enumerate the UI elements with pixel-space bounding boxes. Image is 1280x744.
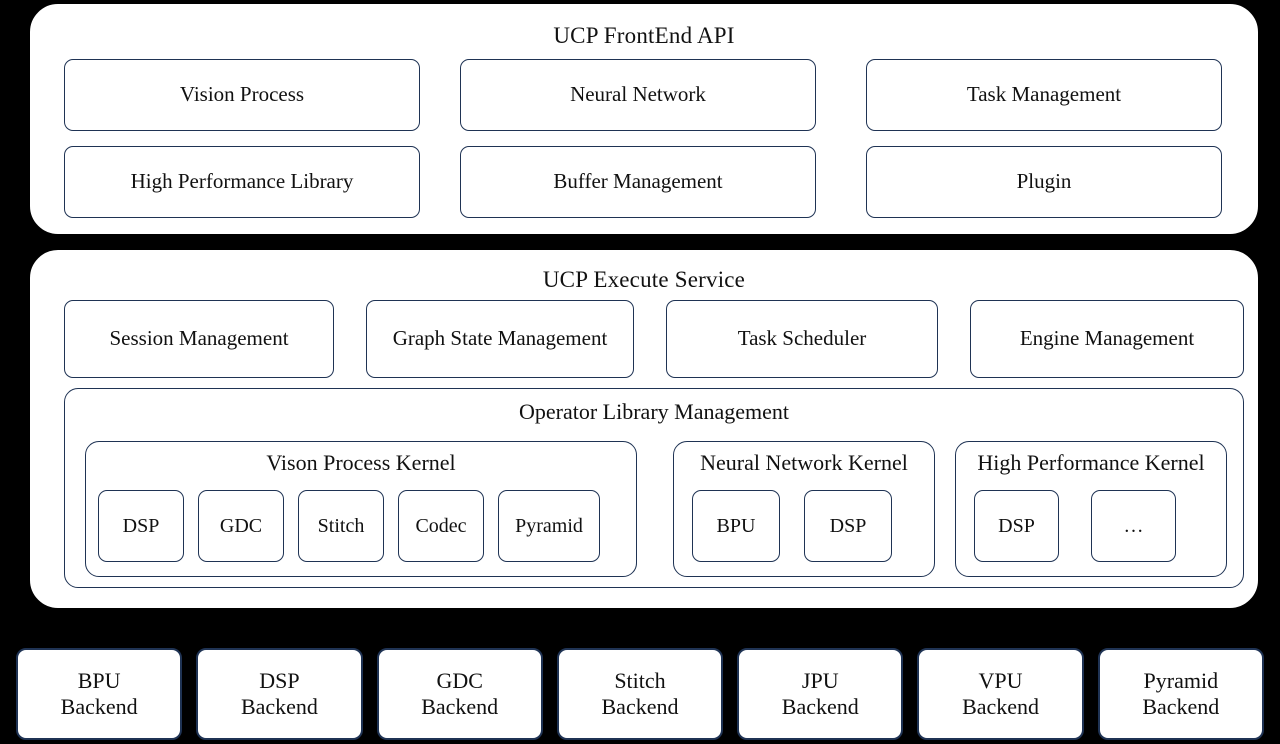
ucp-frontend-api-panel xyxy=(30,4,1258,234)
operator-library-management-group xyxy=(64,388,1244,588)
box-hpk-dsp[interactable]: DSP xyxy=(974,490,1059,562)
vpu-backend-line1: VPU xyxy=(978,667,1023,693)
box-stitch-backend[interactable] xyxy=(557,648,723,740)
vision-process-kernel-title: Vison Process Kernel xyxy=(266,450,456,475)
high-performance-kernel-group xyxy=(955,441,1227,577)
execute-service-row xyxy=(64,300,1244,378)
backend-row xyxy=(16,648,1264,740)
frontend-cell-vision-process xyxy=(64,59,420,131)
box-pyramid-backend[interactable] xyxy=(1098,648,1264,740)
gdc-backend-line1: GDC xyxy=(436,667,483,693)
frontend-cell-neural-network xyxy=(460,59,816,131)
ucp-execute-service-title: UCP Execute Service xyxy=(542,267,746,292)
vision-process-kernel-items xyxy=(98,490,624,562)
box-vpk-gdc[interactable]: GDC xyxy=(198,490,284,562)
box-vpk-dsp[interactable]: DSP xyxy=(98,490,184,562)
box-hpk-more[interactable]: … xyxy=(1091,490,1176,562)
box-vision-process[interactable]: Vision Process xyxy=(64,59,420,131)
box-nnk-dsp[interactable]: DSP xyxy=(804,490,892,562)
box-neural-network[interactable]: Neural Network xyxy=(460,59,816,131)
gdc-backend-line2: Backend xyxy=(421,694,499,719)
box-high-performance-library[interactable]: High Performance Library xyxy=(64,146,420,218)
box-vpk-pyramid[interactable]: Pyramid xyxy=(498,490,600,562)
neural-network-kernel-title: Neural Network Kernel xyxy=(700,450,908,475)
box-bpu-backend[interactable] xyxy=(16,648,182,740)
bpu-backend-line1: BPU xyxy=(77,667,121,693)
box-plugin[interactable]: Plugin xyxy=(866,146,1222,218)
frontend-cell-high-performance-library xyxy=(64,146,420,218)
box-gdc-backend[interactable] xyxy=(377,648,543,740)
box-vpk-stitch[interactable]: Stitch xyxy=(298,490,384,562)
high-performance-kernel-title: High Performance Kernel xyxy=(977,450,1205,475)
frontend-row-2 xyxy=(64,146,1228,218)
box-task-scheduler[interactable]: Task Scheduler xyxy=(666,300,938,378)
ucp-execute-service-panel xyxy=(30,250,1258,608)
neural-network-kernel-group xyxy=(673,441,935,577)
vpu-backend-line2: Backend xyxy=(962,694,1040,719)
box-engine-management[interactable]: Engine Management xyxy=(970,300,1244,378)
box-buffer-management[interactable]: Buffer Management xyxy=(460,146,816,218)
vision-process-kernel-group xyxy=(85,441,637,577)
box-jpu-backend[interactable] xyxy=(737,648,903,740)
frontend-cell-plugin xyxy=(866,146,1222,218)
box-graph-state-management[interactable]: Graph State Management xyxy=(366,300,634,378)
pyramid-backend-line1: Pyramid xyxy=(1143,667,1219,693)
frontend-cell-buffer-management xyxy=(460,146,816,218)
dsp-backend-line1: DSP xyxy=(259,667,300,693)
pyramid-backend-line2: Backend xyxy=(1142,694,1220,719)
dsp-backend-line2: Backend xyxy=(240,694,318,719)
operator-library-management-title: Operator Library Management xyxy=(519,399,789,424)
ucp-frontend-api-title: UCP FrontEnd API xyxy=(553,23,735,48)
high-performance-kernel-items xyxy=(974,490,1208,562)
frontend-cell-task-management xyxy=(866,59,1222,131)
neural-network-kernel-items xyxy=(692,490,916,562)
box-dsp-backend[interactable] xyxy=(196,648,362,740)
bpu-backend-line2: Backend xyxy=(60,694,138,719)
box-session-management[interactable]: Session Management xyxy=(64,300,334,378)
box-vpu-backend[interactable] xyxy=(917,648,1083,740)
frontend-row-1 xyxy=(64,59,1228,131)
box-task-management[interactable]: Task Management xyxy=(866,59,1222,131)
stitch-backend-line1: Stitch xyxy=(614,667,666,693)
stitch-backend-line2: Backend xyxy=(601,694,679,719)
jpu-backend-line2: Backend xyxy=(781,694,859,719)
box-nnk-bpu[interactable]: BPU xyxy=(692,490,780,562)
box-vpk-codec[interactable]: Codec xyxy=(398,490,484,562)
jpu-backend-line1: JPU xyxy=(801,667,839,693)
